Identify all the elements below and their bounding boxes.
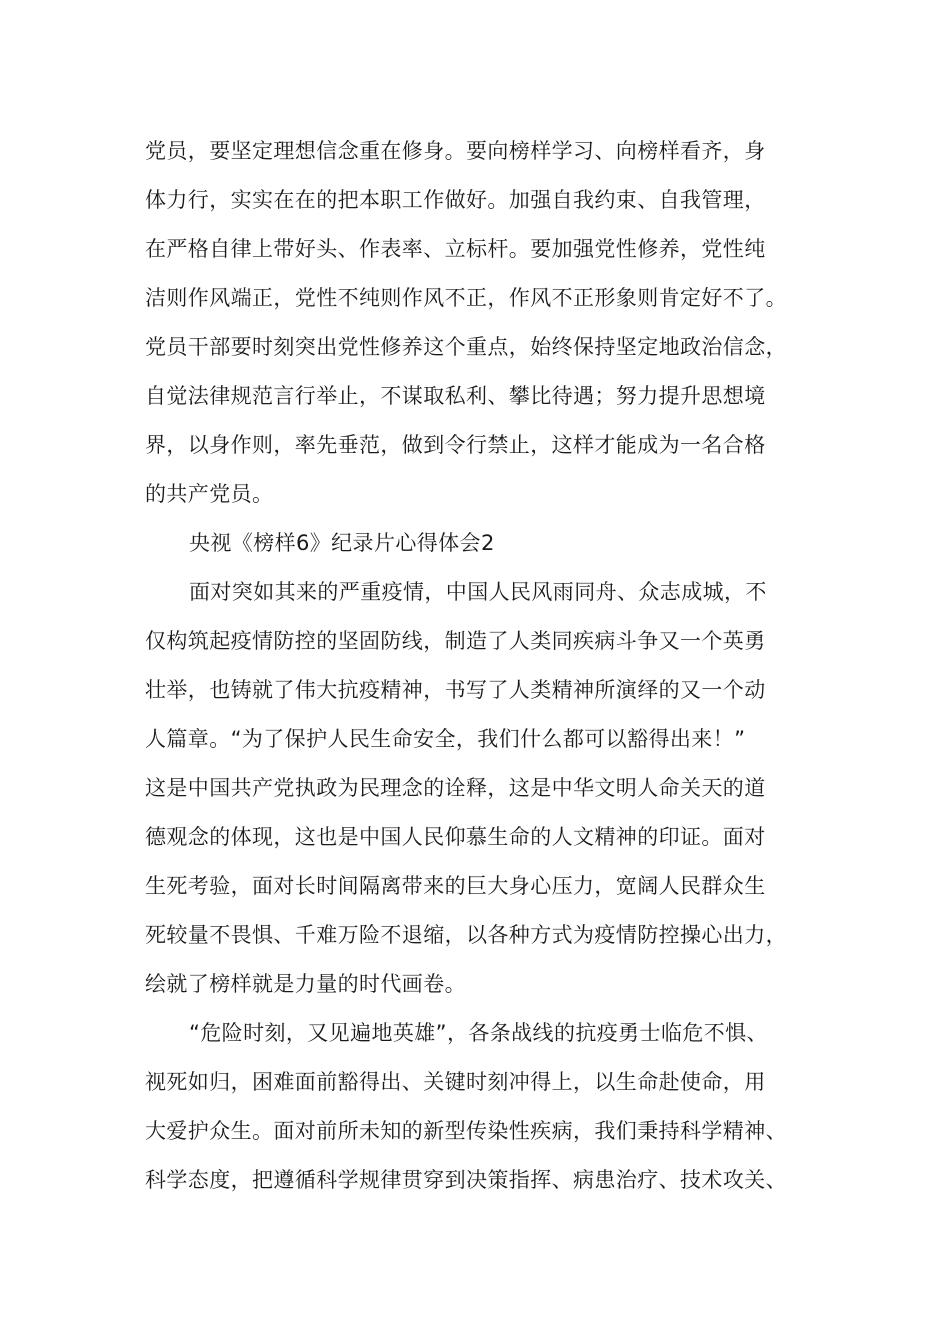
text-line: 党员，要坚定理想信念重在修身。要向榜样学习、向榜样看齐，身 (145, 139, 766, 163)
text-line: 生死考验，面对长时间隔离带来的巨大身心压力，宽阔人民群众生 (145, 874, 766, 898)
text-line: 视死如归，困难面前豁得出、关键时刻冲得上，以生命赴使命，用 (145, 1070, 766, 1094)
text-line: 死较量不畏惧、千难万险不退缩，以各种方式为疫情防控操心出力， (145, 923, 787, 947)
text-line: 洁则作风端正，党性不纯则作风不正，作风不正形象则肯定好不了。 (145, 286, 787, 310)
text-line: 体力行，实实在在的把本职工作做好。加强自我约束、自我管理， (145, 188, 766, 212)
text-line: 德观念的体现，这也是中国人民仰慕生命的人文精神的印证。面对 (145, 825, 766, 849)
section-heading: 央视《榜样6》纪录片心得体会2 (189, 531, 495, 555)
text-line: 这是中国共产党执政为民理念的诠释，这是中华文明人命关天的道 (145, 776, 766, 800)
text-line: 壮举，也铸就了伟大抗疫精神，书写了人类精神所演绎的又一个动 (145, 678, 766, 702)
text-line: 在严格自律上带好头、作表率、立标杆。要加强党性修养，党性纯 (145, 237, 766, 261)
text-line: “危险时刻，又见遍地英雄”，各条战线的抗疫勇士临危不惧、 (189, 1021, 768, 1045)
text-line: 科学态度，把遵循科学规律贯穿到决策指挥、病患治疗、技术攻关、 (145, 1168, 787, 1192)
document-body (145, 127, 835, 1205)
text-line: 面对突如其来的严重疫情，中国人民风雨同舟、众志成城，不 (189, 580, 767, 604)
text-line: 的共产党员。 (145, 482, 274, 506)
text-line: 界，以身作则，率先垂范，做到令行禁止，这样才能成为一名合格 (145, 433, 766, 457)
text-line: 大爱护众生。面对前所未知的新型传染性疾病，我们秉持科学精神、 (145, 1119, 787, 1143)
text-line: 绘就了榜样就是力量的时代画卷。 (145, 972, 466, 996)
text-line: 党员干部要时刻突出党性修养这个重点，始终保持坚定地政治信念， (145, 335, 787, 359)
text-line: 仅构筑起疫情防控的坚固防线，制造了人类同疾病斗争又一个英勇 (145, 629, 766, 653)
text-line: 人篇章。“为了保护人民生命安全，我们什么都可以豁得出来！” (145, 727, 746, 751)
text-line: 自觉法律规范言行举止，不谋取私利、攀比待遇；努力提升思想境 (145, 384, 766, 408)
